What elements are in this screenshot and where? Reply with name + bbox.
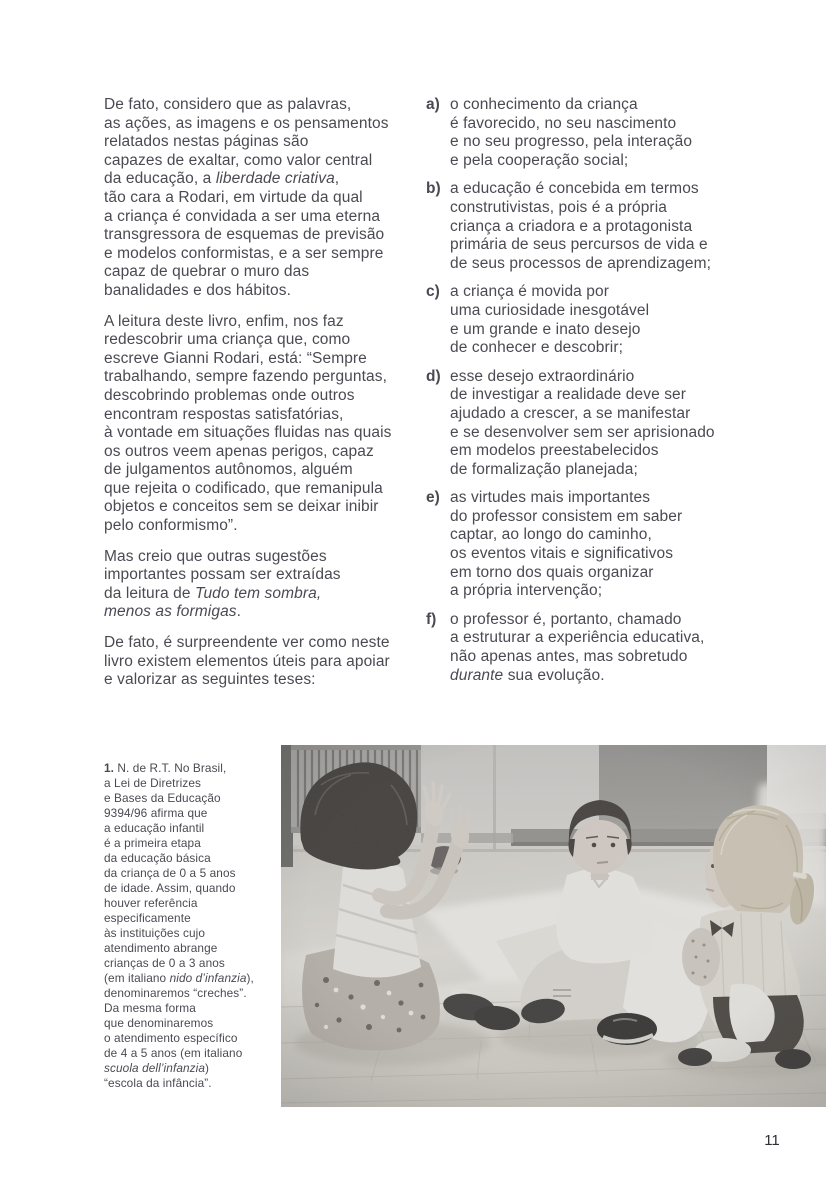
thesis-text-f: o professor é, portanto, chamado a estruturar a experiência educativa, não apenas antes, mas sobretudo durante sua evolução.	[450, 610, 705, 684]
paragraph-2: A leitura deste livro, enfim, nos faz redescobrir uma criança que, como escreve Gianni Rodari, está: “Sempre trabalhando, sempre fazendo perguntas, descobrindo problemas onde outros encontram respostas satisfatórias, à vontade em situações fluidas nas quais os outros veem apenas perigos, capaz de julgamentos autônomos, alguém que rejeita o codificado, que remanipula objetos e conceitos sem se deixar inibir pelo conformismo”.	[104, 312, 392, 535]
children-photo-illustration	[281, 745, 826, 1107]
paragraph-3: Mas creio que outras sugestões importantes possam ser extraídas da leitura de Tudo tem sombra, menos as formigas.	[104, 547, 341, 621]
thesis-text-e: as virtudes mais importantes do professor consistem em saber captar, ao longo do caminho, os eventos vitais e significativos em torno dos quais organizar a própria intervenção;	[450, 489, 683, 600]
thesis-list	[426, 96, 742, 695]
thesis-item-c	[426, 283, 742, 357]
thesis-text-a: o conhecimento da criança é favorecido, no seu nascimento e no seu progresso, pela interação e pela cooperação social;	[450, 96, 693, 169]
thesis-text-b: a educação é concebida em termos construtivistas, pois é a própria criança a criadora e a protagonista primária de seus percursos de vida e de seus processos de aprendizagem;	[450, 180, 712, 272]
left-text-column	[104, 96, 426, 702]
paragraph-4: De fato, é surpreendente ver como neste livro existem elementos úteis para apoiar e valorizar as seguintes teses:	[104, 634, 390, 689]
thesis-marker-e: e)	[426, 489, 440, 507]
photo-vignette	[281, 745, 826, 1107]
paragraph-1: De fato, considero que as palavras, as ações, as imagens e os pensamentos relatados nestas páginas são capazes de exaltar, como valor central da educação, a liberdade criativa, tão cara a Rodari, em virtude da qual a criança é convidada a ser uma eterna transgressora de esquemas de previsão e modelos conformistas, e a ser sempre capaz de quebrar o muro das banalidades e dos hábitos.	[104, 96, 389, 299]
thesis-marker-a: a)	[426, 96, 440, 113]
children-photo	[281, 745, 826, 1107]
thesis-item-e	[426, 489, 742, 601]
thesis-item-f	[426, 611, 742, 685]
thesis-item-b	[426, 180, 742, 273]
thesis-text-d: esse desejo extraordinário de investigar a realidade deve ser ajudado a crescer, a se manifestar e se desenvolver sem ser aprisionado em modelos preestabelecidos de formalização planejada;	[450, 367, 715, 478]
thesis-marker-f: f)	[426, 610, 437, 628]
thesis-marker-c: c)	[426, 283, 440, 301]
page-number: 11	[764, 1132, 780, 1149]
thesis-text-c: a criança é movida por uma curiosidade inesgotável e um grande e inato desejo de conhecer e descobrir;	[450, 283, 650, 357]
thesis-marker-b: b)	[426, 180, 441, 198]
thesis-item-a	[426, 96, 742, 170]
thesis-item-d	[426, 368, 742, 480]
thesis-marker-d: d)	[426, 367, 441, 385]
footnote: 1. N. de R.T. No Brasil, a Lei de Diretrizes e Bases da Educação 9394/96 afirma que a educação infantil é a primeira etapa da educação básica da criança de 0 a 5 anos de idade. Assim, quando houver referência especificamente às instituições cujo atendimento abrange crianças de 0 a 3 anos (em italiano nido d’infanzia), denominaremos “creches”. Da mesma forma que denominaremos o atendimento específico de 4 a 5 anos (em italiano scuola dell’infanzia) “escola da infância”.	[104, 761, 254, 1090]
